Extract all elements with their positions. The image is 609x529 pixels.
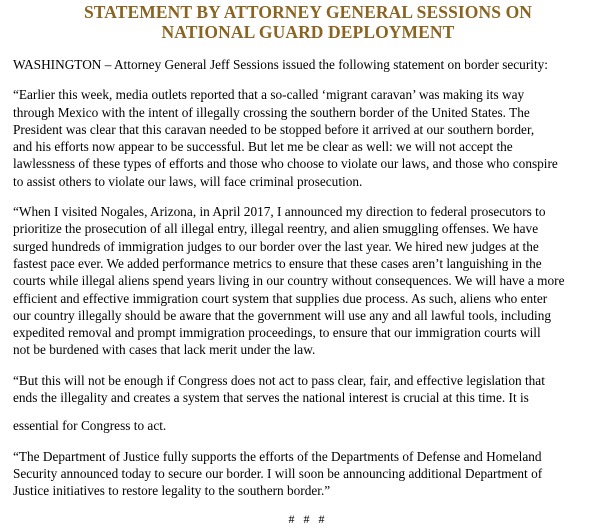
paragraph-line: and his efforts now appear to be successful. But let me be clear as well: we will not accept the [13,139,513,155]
paragraph-congress [13,372,603,407]
paragraph-line: expedited removal and prompt immigration proceedings, to ensure that our immigration courts will [13,325,541,341]
paragraph-line: efficient and effective immigration court system that supplies due process. As such, aliens who enter [13,290,548,306]
title-line-1: STATEMENT BY ATTORNEY GENERAL SESSIONS ON [83,2,533,22]
paragraph-congress-act [13,417,603,434]
paragraph-line: prioritize the prosecution of all illegal entry, illegal reentry, and alien smuggling offenses. We have [13,221,539,237]
paragraph-line: “The Department of Justice fully supports the efforts of the Departments of Defense and Homeland [13,448,542,464]
paragraph-line: courts while illegal aliens spend years living in our country without consequences. We will have a more [13,273,565,289]
paragraph-line: not be burdened with cases that lack merit under the law. [13,342,316,358]
title-line-2: NATIONAL GUARD DEPLOYMENT [161,22,455,42]
paragraph-caravan [13,86,603,190]
paragraph-line: our country illegally should be aware that the government will use any and all lawful tools, including [13,307,552,323]
paragraph-line: surged hundreds of immigration judges to our border over the last year. We hired new judges at the [13,238,539,254]
dateline: WASHINGTON – Attorney General Jeff Sessions issued the following statement on border security: [13,57,548,72]
end-mark: # # # [288,511,328,526]
paragraph-line: to assist others to violate our laws, will face criminal prosecution. [13,173,363,189]
paragraph-line: essential for Congress to act. [13,418,167,434]
paragraph-line: Justice initiatives to restore legality to the southern border.” [13,483,331,499]
paragraph-line: Security announced today to secure our border. I will soon be announcing additional Department of [13,465,543,481]
paragraph-line: “But this will not be enough if Congress does not act to pass clear, fair, and effective legislation that [13,372,545,388]
paragraph-line: lawlessness of these types of efforts and those who choose to violate our laws, and those who conspire [13,156,558,172]
paragraph-nogales [13,203,603,359]
paragraph-line: “When I visited Nogales, Arizona, in April 2017, I announced my direction to federal prosecutors to [13,204,546,220]
paragraph-line: “Earlier this week, media outlets reported that a so-called ‘migrant caravan’ was making its way [13,87,525,103]
paragraph-line: fastest pace ever. We added performance metrics to ensure that these cases aren’t languishing in the [13,255,542,271]
statement-title [13,2,603,42]
paragraph-line: ends the illegality and creates a system that serves the national interest is crucial at this time. It is [13,390,529,406]
paragraph-doj-support [13,448,603,500]
paragraph-line: President was clear that this caravan needed to be stopped before it arrived at our southern border, [13,121,535,137]
paragraph-line: through Mexico with the intent of illegally crossing the southern border of the United States. The [13,104,530,120]
